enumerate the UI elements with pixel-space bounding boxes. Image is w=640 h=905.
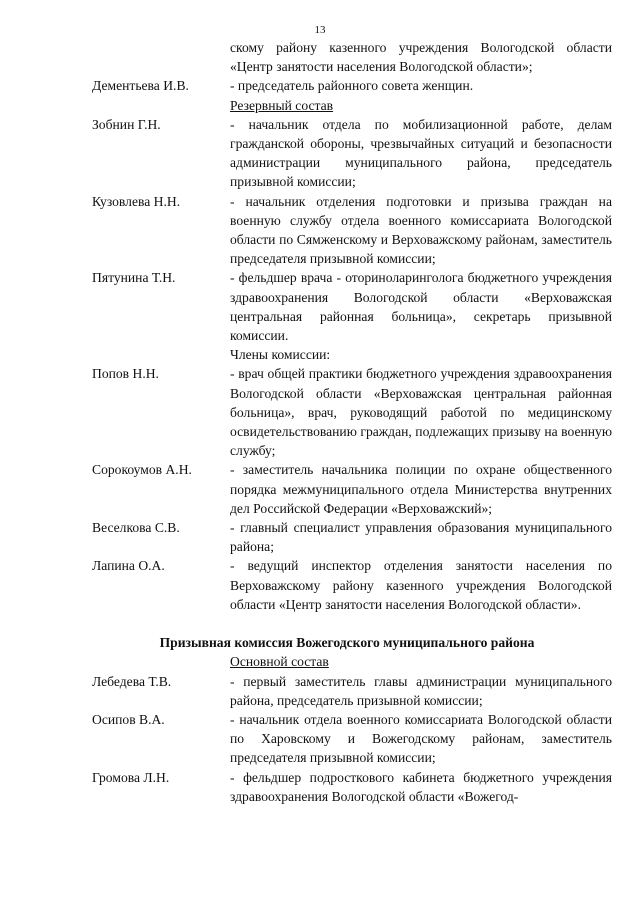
main-composition-label: Основной состав <box>230 654 329 670</box>
member-role: - заместитель начальника полиции по охране общественного порядка межмуниципального отдела Министерства внутренних дел Российской Федерации «Верховажский»; <box>230 462 612 516</box>
member-name: Дементьева И.В. <box>92 78 189 94</box>
member-row <box>92 460 612 518</box>
reserve-composition-label: Резервный состав <box>230 97 334 113</box>
member-list-b <box>92 115 612 345</box>
member-list-d <box>92 672 612 806</box>
member-row <box>92 518 612 556</box>
page-number: 13 <box>314 24 326 36</box>
member-role: - первый заместитель главы администрации муниципального района, председатель призывной комиссии; <box>230 673 612 708</box>
member-name: Пятунина Т.Н. <box>92 270 176 286</box>
member-row <box>92 768 612 806</box>
member-role: - начальник отдела военного комиссариата Вологодской области по Харовскому и Вожегодскому районам, заместитель председателя призывной комиссии; <box>230 711 612 766</box>
member-row <box>92 672 612 710</box>
member-row <box>92 556 612 614</box>
member-role: - начальник отделения подготовки и призыва граждан на военную службу отдела военного комиссариата Вологодской области по Сямженскому и Верховажскому районам, заместитель председателя призывной комиссии; <box>230 193 612 267</box>
member-name: Громова Л.Н. <box>92 769 170 785</box>
member-list-c <box>92 364 612 614</box>
member-name: Осипов В.А. <box>92 711 165 727</box>
member-list-a <box>92 76 612 95</box>
member-row <box>92 710 612 768</box>
member-row <box>92 76 612 95</box>
member-name: Сорокоумов А.Н. <box>92 462 192 478</box>
continuation-text: скому району казенного учреждения Вологодской области «Центр занятости населения Вологодской области»; <box>230 40 612 75</box>
member-name: Кузовлева Н.Н. <box>92 193 181 209</box>
member-role: - фельдшер подросткового кабинета бюджетного учреждения здравоохранения Вологодской области «Вожегод- <box>230 769 612 804</box>
member-row <box>92 364 612 460</box>
member-role: - врач общей практики бюджетного учреждения здравоохранения Вологодской области «Верховажская центральная районная больница», врач, руководящий работой по медицинскому освидетельствованию граждан, подлежащих призыву на военную службу; <box>230 366 612 459</box>
member-role: - главный специалист управления образования муниципального района; <box>230 520 612 555</box>
section-heading: Призывная комиссия Вожегодского муниципального района <box>159 635 535 651</box>
commission-members-label: Члены комиссии: <box>230 347 331 363</box>
member-name: Зобнин Г.Н. <box>92 116 161 132</box>
member-row <box>92 268 612 345</box>
member-name: Лапина О.А. <box>92 558 165 574</box>
member-name: Лебедева Т.В. <box>92 673 172 689</box>
member-role: - фельдшер врача - оториноларинголога бюджетного учреждения здравоохранения Вологодской области «Верховажская центральная районная больница», секретарь призывной комиссии. <box>230 270 612 344</box>
member-row <box>92 192 612 269</box>
member-name: Попов Н.Н. <box>92 366 159 382</box>
member-role: - председатель районного совета женщин. <box>230 78 474 94</box>
member-row <box>92 115 612 192</box>
member-role: - начальник отдела по мобилизационной работе, делам гражданской обороны, чрезвычайных ситуаций и безопасности администрации муниципального района, председатель призывной комиссии; <box>230 116 612 190</box>
member-role: - ведущий инспектор отделения занятости населения по Верховажскому району казенного учреждения Вологодской области «Центр занятости населения Вологодской области». <box>230 558 612 612</box>
member-name: Веселкова С.В. <box>92 520 180 536</box>
document-body <box>92 38 612 806</box>
